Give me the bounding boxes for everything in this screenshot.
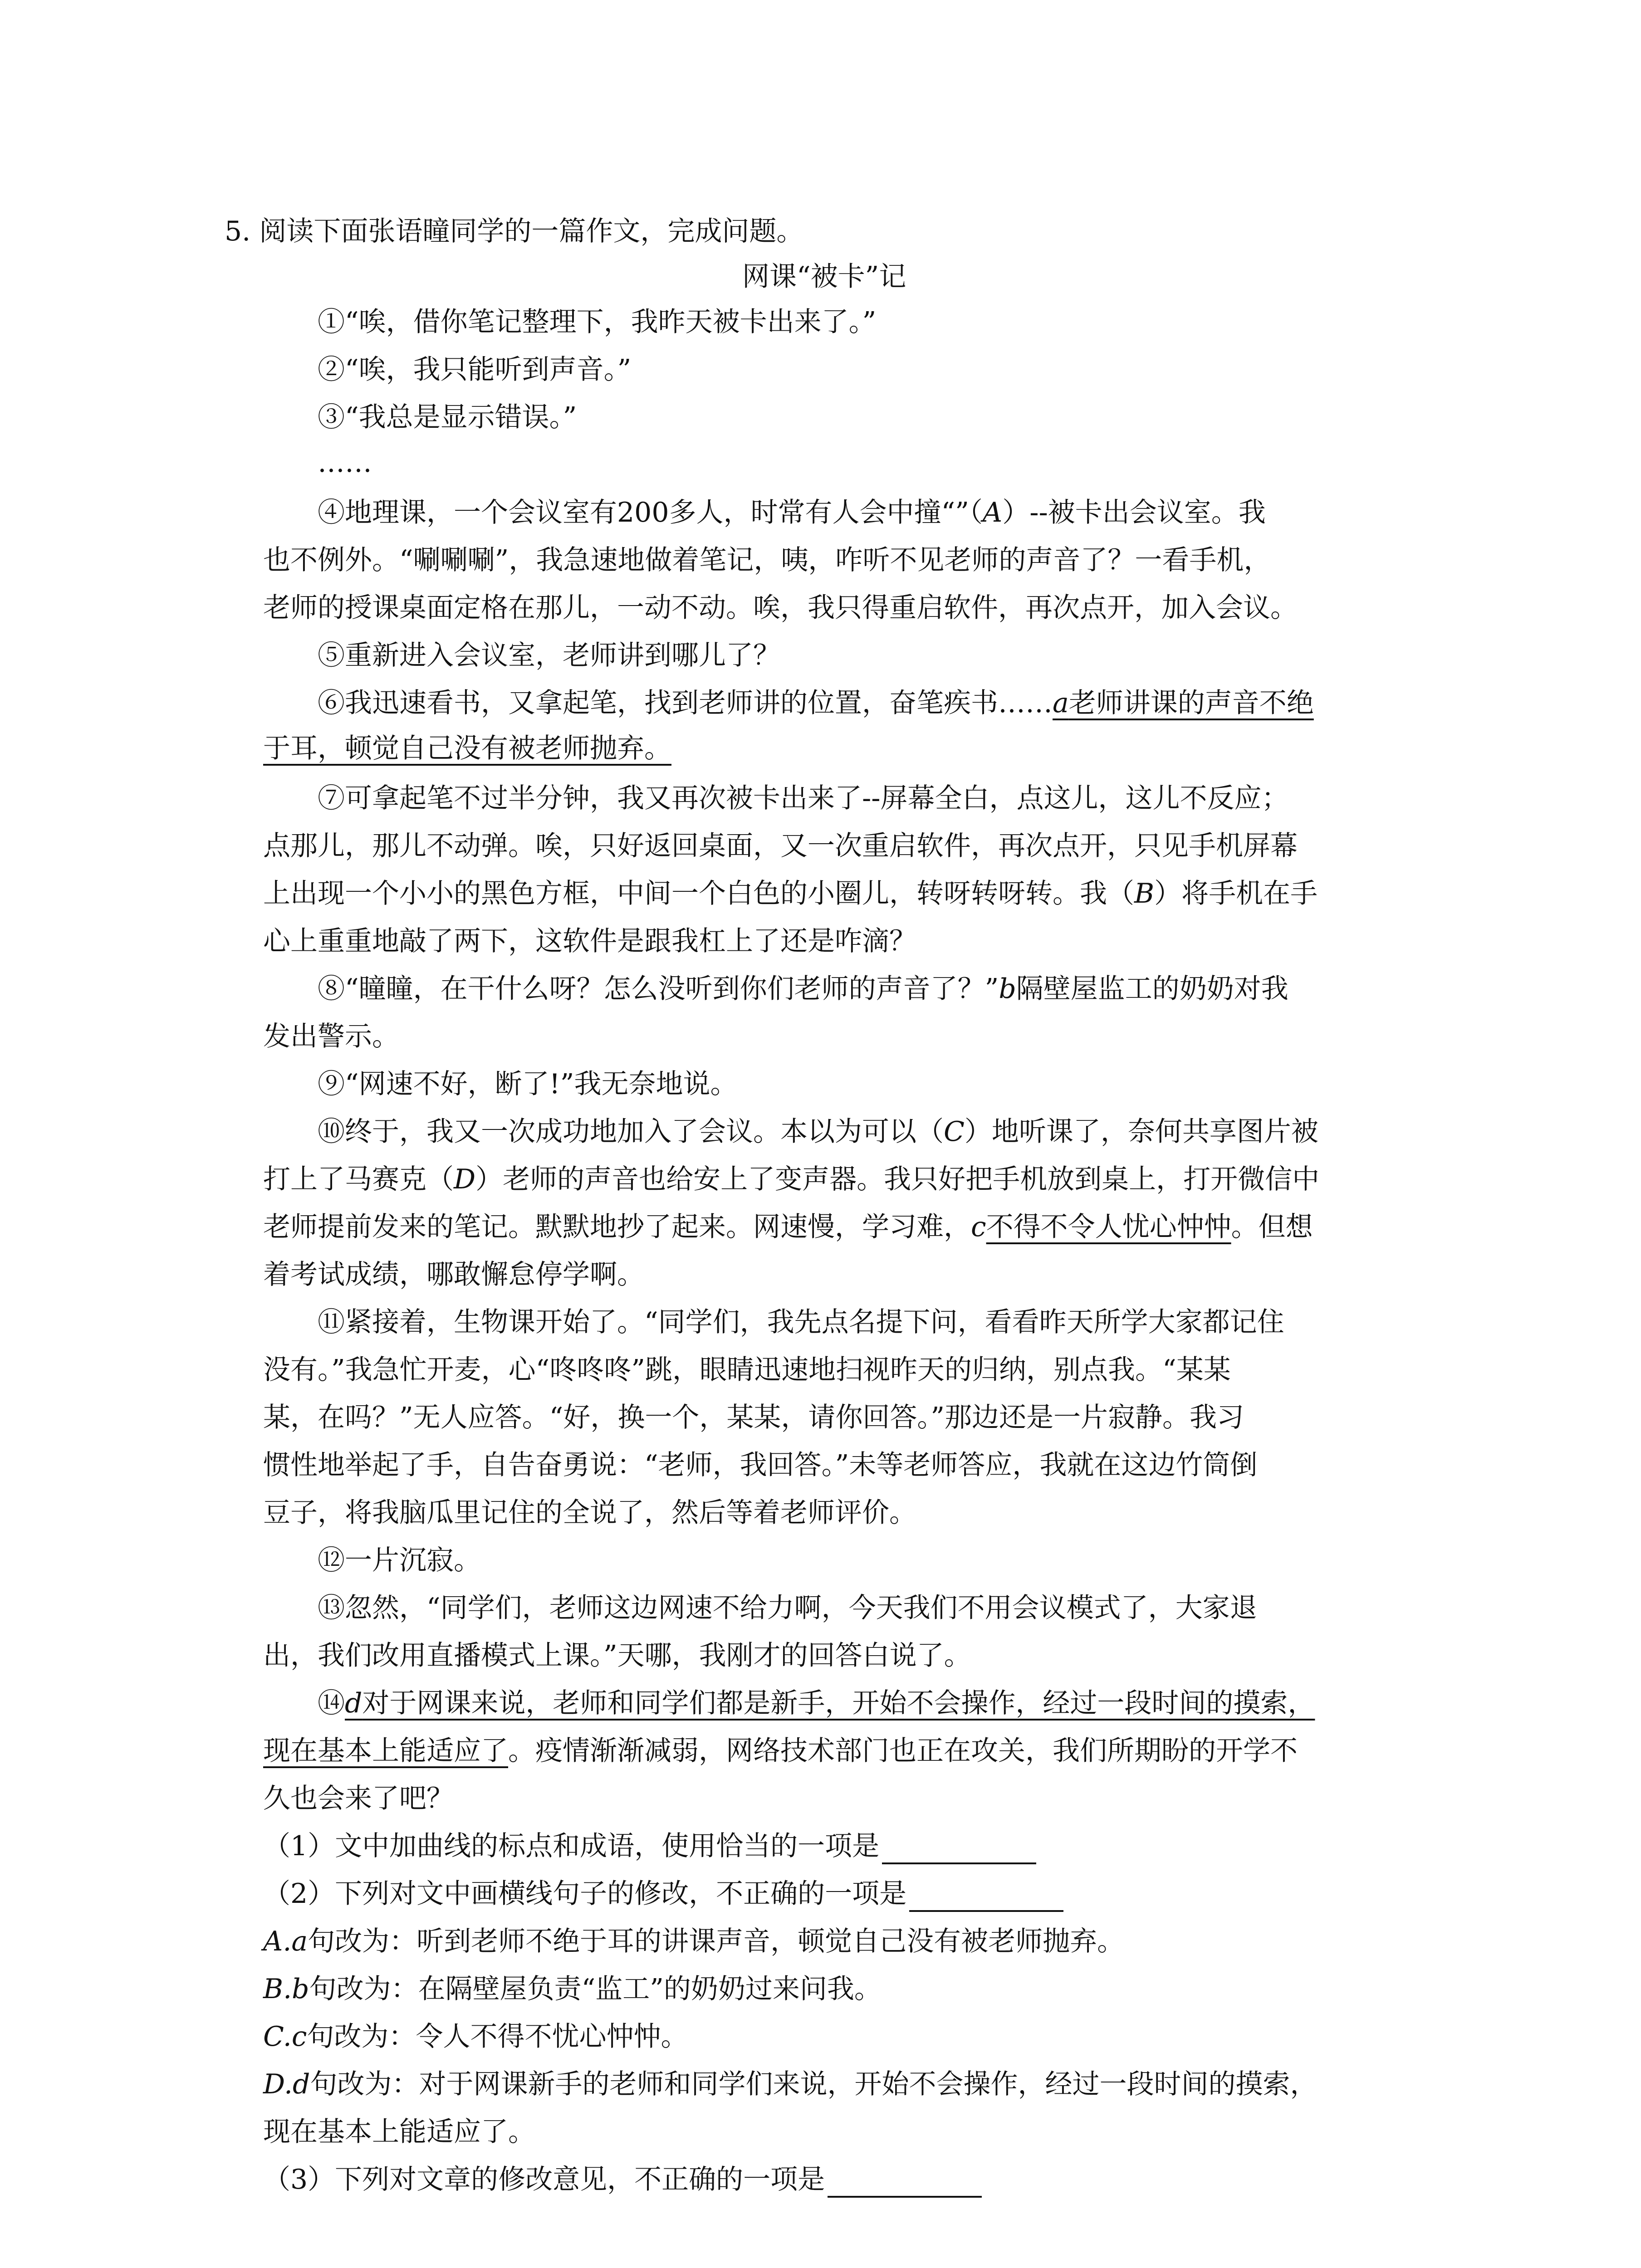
essay-line: ⑪紧接着，生物课开始了。“同学们，我先点名提下问，看看昨天所学大家都记住 [318, 1306, 1284, 1338]
text: ⑧“瞳瞳，在干什么呀？怎么没听到你们老师的声音了？” [318, 973, 999, 1005]
essay-line: 也不例外。“唰唰唰”，我急速地做着笔记，咦，咋听不见老师的声音了？一看手机， [263, 544, 1271, 576]
essay-line [318, 1685, 1315, 1721]
essay-line [318, 494, 1266, 531]
text: ）--被卡出会议室。我 [1002, 497, 1266, 528]
answer-blank[interactable] [882, 1833, 1036, 1864]
essay-line: ⑫一片沉寂。 [318, 1545, 481, 1576]
text: 对于网课来说，老师和同学们都是新手，开始不会操作，经过一段时间的摸索， [362, 1687, 1315, 1719]
essay-line [263, 1733, 1298, 1769]
essay-line: ②“唉，我只能听到声音。” [318, 354, 632, 386]
sentence-marker: d [345, 1687, 362, 1719]
underlined-sentence-a [1053, 687, 1314, 719]
essay-line: ③“我总是显示错误。” [318, 401, 577, 433]
text: ）将手机在手 [1154, 878, 1318, 909]
text: 。疫情渐渐减弱，网络技术部门也正在攻关，我们所期盼的开学不 [508, 1735, 1298, 1767]
question-1 [263, 1828, 1036, 1864]
essay-line: ⑬忽然，“同学们，老师这边网速不给力啊，今天我们不用会议模式了，大家退 [318, 1592, 1257, 1624]
sentence-marker: a [1053, 687, 1069, 719]
text: 上出现一个小小的黑色方框，中间一个白色的小圈儿，转呀转呀转。我（ [263, 878, 1134, 909]
essay-line [263, 1209, 1313, 1245]
essay-line: 没有。”我急忙开麦，心“咚咚咚”跳，眼睛迅速地扫视昨天的归纳，别点我。“某某 [263, 1354, 1231, 1386]
essay-title: 网课“被卡”记 [742, 261, 906, 293]
blank-label: D [454, 1163, 476, 1195]
text: ⑥我迅速看书，又拿起笔，找到老师讲的位置，奋笔疾书…… [318, 687, 1053, 719]
option-b [263, 1971, 882, 2007]
blank-label: B [1134, 878, 1155, 909]
essay-line [263, 875, 1318, 912]
essay-line: ⑤重新进入会议室，老师讲到哪儿了？ [318, 640, 780, 671]
option-key: A.a [263, 1926, 308, 1957]
option-key: C.c [263, 2021, 307, 2053]
essay-line: 着考试成绩，哪敢懈怠停学啊。 [263, 1259, 644, 1290]
answer-blank[interactable] [909, 1880, 1063, 1912]
essay-line: …… [318, 447, 372, 479]
essay-line [318, 1114, 1318, 1150]
essay-line: 惯性地举起了手，自告奋勇说：“老师，我回答。”未等老师答应，我就在这边竹筒倒 [263, 1449, 1258, 1481]
sentence-marker: b [999, 973, 1016, 1005]
underlined-sentence-d [345, 1687, 1315, 1719]
essay-line [318, 971, 1288, 1007]
essay-line: ⑦可拿起笔不过半分钟，我又再次被卡出来了--屏幕全白，点这儿，这儿不反应； [318, 782, 1289, 814]
option-c [263, 2019, 688, 2055]
essay-line: ①“唉，借你笔记整理下，我昨天被卡出来了。” [318, 306, 877, 338]
essay-line [263, 1161, 1319, 1198]
text: 隔壁屋监工的奶奶对我 [1016, 973, 1288, 1005]
option-text: 句改为：听到老师不绝于耳的讲课声音，顿觉自己没有被老师抛弃。 [308, 1926, 1125, 1957]
essay-line [263, 730, 671, 767]
question-text: （3）下列对文章的修改意见，不正确的一项是 [263, 2164, 825, 2195]
option-text: 句改为：对于网课新手的老师和同学们来说，开始不会操作，经过一段时间的摸索， [310, 2068, 1318, 2100]
essay-line: 豆子，将我脑瓜里记住的全说了，然后等着老师评价。 [263, 1497, 916, 1529]
essay-line: ⑨“网速不好，断了!”我无奈地说。 [318, 1068, 738, 1100]
text: 老师提前发来的笔记。默默地抄了起来。网速慢，学习难， [263, 1211, 971, 1243]
text: ④地理课，一个会议室有200多人，时常有人会中撞“”（ [318, 497, 983, 528]
option-a [263, 1923, 1124, 1960]
option-d-cont: 现在基本上能适应了。 [263, 2116, 535, 2148]
option-key: B.b [263, 1973, 309, 2005]
blank-label: C [944, 1116, 965, 1148]
question-heading: 5. 阅读下面张语瞳同学的一篇作文，完成问题。 [225, 215, 804, 247]
text: 。但想 [1231, 1211, 1313, 1243]
underlined-sentence-a-cont: 于耳，顿觉自己没有被老师抛弃。 [263, 733, 671, 764]
question-3 [263, 2161, 982, 2198]
essay-line: 久也会来了吧？ [263, 1783, 454, 1814]
option-key: D.d [263, 2068, 310, 2100]
underlined-sentence-d-cont: 现在基本上能适应了 [263, 1735, 508, 1767]
question-text: （2）下列对文中画横线句子的修改，不正确的一项是 [263, 1878, 907, 1910]
essay-line [318, 685, 1314, 721]
text: ⑭ [318, 1687, 345, 1719]
blank-label: A [982, 497, 1003, 528]
essay-line: 出，我们改用直播模式上课。”天哪，我刚才的回答白说了。 [263, 1640, 971, 1672]
question-text: （1）文中加曲线的标点和成语，使用恰当的一项是 [263, 1830, 880, 1862]
option-d [263, 2066, 1317, 2102]
essay-line: 点那儿，那儿不动弹。唉，只好返回桌面，又一次重启软件，再次点开，只见手机屏幕 [263, 830, 1298, 862]
text: 打上了马赛克（ [263, 1163, 454, 1195]
sentence-marker: c [971, 1211, 986, 1243]
essay-line: 某，在吗？”无人应答。“好，换一个，某某，请你回答。”那边还是一片寂静。我习 [263, 1402, 1244, 1433]
essay-line: 心上重重地敲了两下，这软件是跟我杠上了还是咋滴？ [263, 925, 916, 957]
essay-line: 发出警示。 [263, 1021, 399, 1052]
text: ）地听课了，奈何共享图片被 [964, 1116, 1318, 1148]
text: ⑩终于，我又一次成功地加入了会议。本以为可以（ [318, 1116, 944, 1148]
essay-line: 老师的授课桌面定格在那儿，一动不动。唉，我只得重启软件，再次点开，加入会议。 [263, 592, 1298, 624]
option-text: 句改为：令人不得不忧心忡忡。 [307, 2021, 688, 2053]
answer-blank[interactable] [828, 2166, 982, 2198]
page-number [798, 2266, 839, 2268]
option-text: 句改为：在隔壁屋负责“监工”的奶奶过来问我。 [309, 1973, 882, 2005]
text: 老师讲课的声音不绝 [1068, 687, 1314, 719]
underlined-sentence-c: 不得不令人忧心忡忡 [986, 1211, 1231, 1243]
question-2 [263, 1876, 1063, 1912]
text: ）老师的声音也给安上了变声器。我只好把手机放到桌上，打开微信中 [475, 1163, 1320, 1195]
